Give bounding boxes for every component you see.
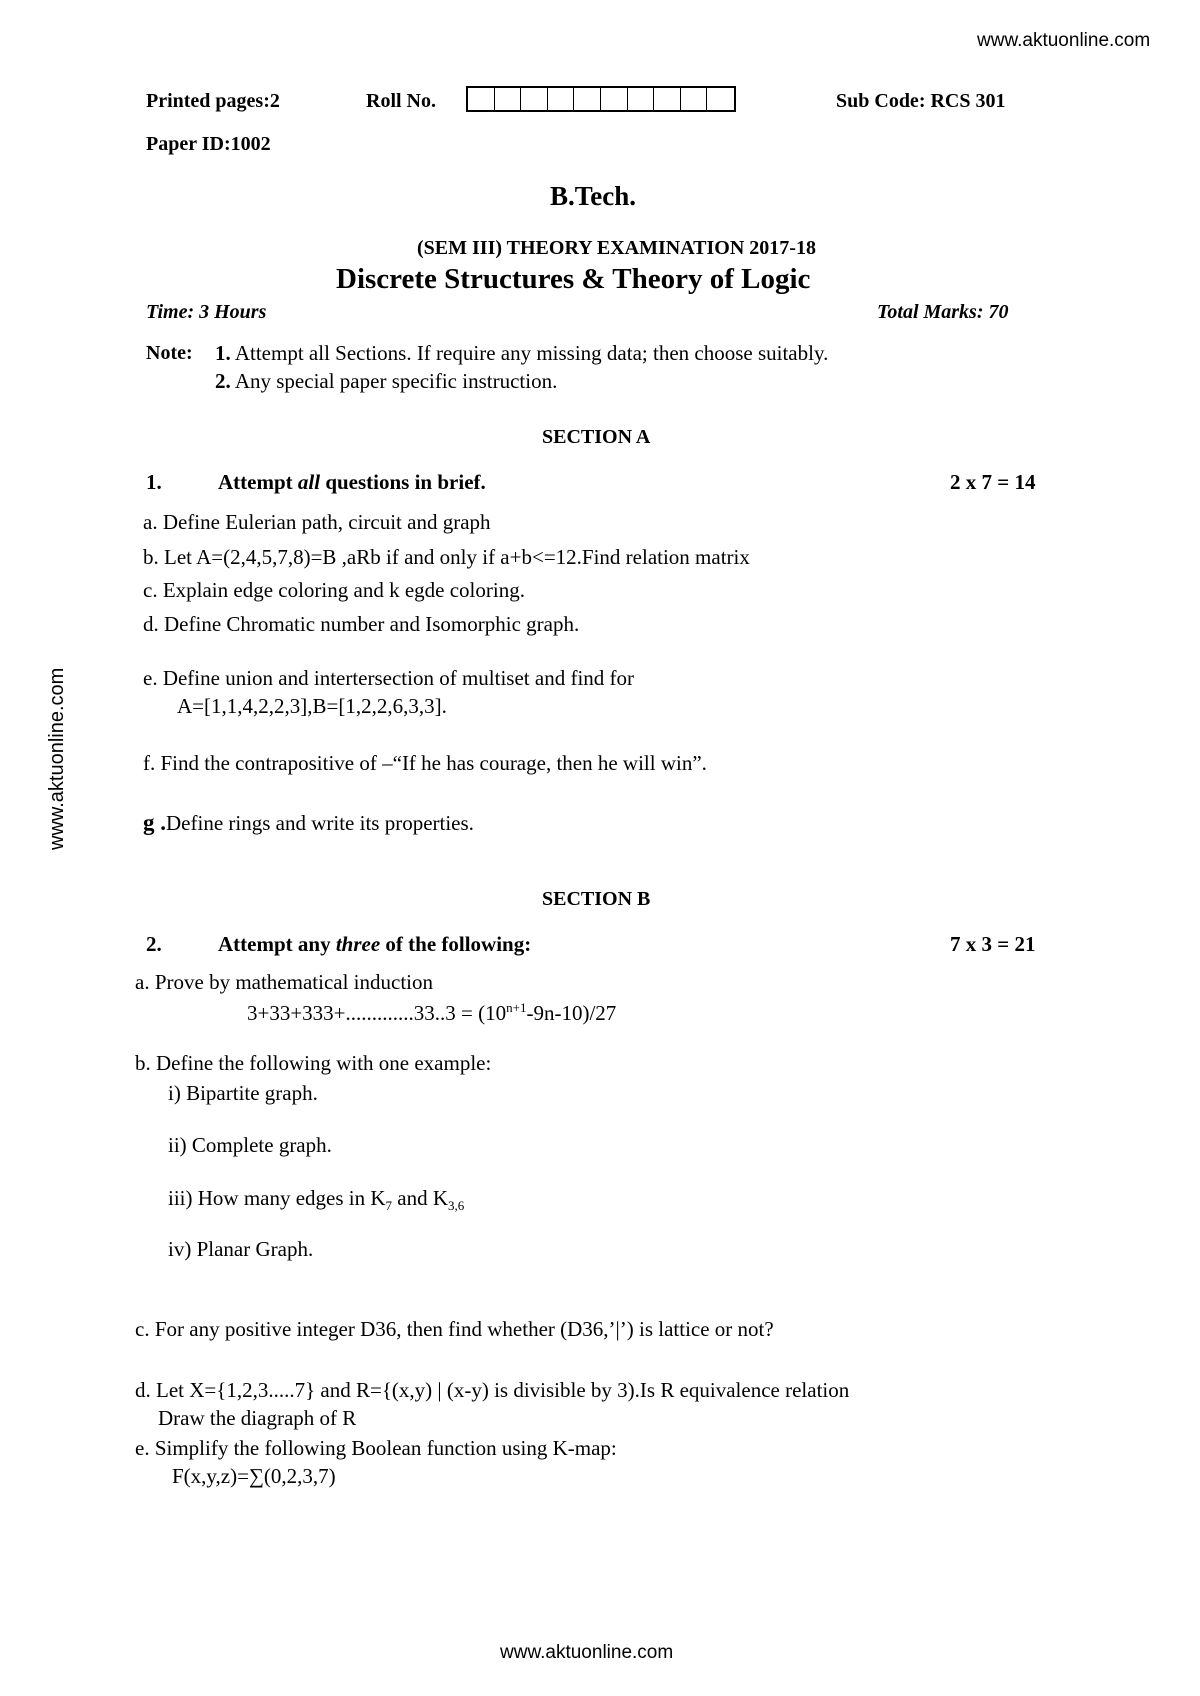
- note-item-1-num: 1.: [215, 341, 231, 365]
- q2-a-formula: [247, 1000, 616, 1026]
- question-1-number: 1.: [146, 470, 162, 494]
- q2-b-iii-pre: iii) How many edges in K: [168, 1186, 386, 1210]
- question-2-marks: 7 x 3 = 21: [950, 932, 1036, 956]
- q2-d-line2: Draw the diagraph of R: [158, 1406, 357, 1430]
- sub-code: Sub Code: RCS 301: [836, 90, 1006, 112]
- q2-c: c. For any positive integer D36, then find whether (D36,’|’) is lattice or not?: [135, 1317, 774, 1341]
- q2-b-iv: iv) Planar Graph.: [168, 1237, 314, 1261]
- q2-instr-post: of the following:: [380, 932, 532, 956]
- note-item-1-text: Attempt all Sections. If require any missing data; then choose suitably.: [230, 341, 829, 365]
- q2-a-formula-sup: n+1: [506, 1000, 527, 1015]
- question-1-instruction: [218, 470, 486, 495]
- note-item-1: [215, 341, 828, 366]
- section-a-heading: SECTION A: [542, 426, 651, 448]
- q1-g-label: g .: [143, 810, 166, 835]
- roll-no-cell[interactable]: [521, 88, 548, 110]
- roll-no-cell[interactable]: [654, 88, 681, 110]
- q2-a-line1: a. Prove by mathematical induction: [135, 970, 433, 994]
- watermark-top: www.aktuonline.com: [977, 30, 1151, 51]
- q1-b: b. Let A=(2,4,5,7,8)=B ,aRb if and only if a+b<=12.Find relation matrix: [143, 545, 750, 569]
- time-allowed: Time: 3 Hours: [146, 301, 267, 323]
- paper-id: Paper ID:1002: [146, 133, 271, 155]
- q2-a-formula-post: -9n-10)/27: [526, 1001, 617, 1025]
- note-item-2-num: 2.: [215, 369, 231, 393]
- q1-f: f. Find the contrapositive of –“If he has courage, then he will win”.: [143, 751, 707, 775]
- roll-no-cell[interactable]: [574, 88, 601, 110]
- note-item-2-text: Any special paper specific instruction.: [230, 369, 558, 393]
- question-2-number: 2.: [146, 932, 162, 956]
- q2-b-i: i) Bipartite graph.: [168, 1081, 318, 1105]
- watermark-bottom: www.aktuonline.com: [500, 1642, 674, 1663]
- section-b-heading: SECTION B: [542, 888, 651, 910]
- q1-g-text: Define rings and write its properties.: [166, 811, 474, 835]
- q1-instr-pre: Attempt: [218, 470, 298, 494]
- watermark-side: www.aktuonline.com: [46, 667, 68, 850]
- q2-b-line1: b. Define the following with one example:: [135, 1051, 492, 1075]
- q2-instr-pre: Attempt any: [218, 932, 336, 956]
- question-1-marks: 2 x 7 = 14: [950, 470, 1036, 494]
- q2-b-ii: ii) Complete graph.: [168, 1133, 332, 1157]
- q2-b-iii: [168, 1186, 464, 1214]
- q1-instr-post: questions in brief.: [320, 470, 486, 494]
- degree-title: B.Tech.: [550, 181, 637, 211]
- q2-d-line1: d. Let X={1,2,3.....7} and R={(x,y) | (x-y) is divisible by 3).Is R equivalence relation: [135, 1378, 850, 1402]
- exam-title: (SEM III) THEORY EXAMINATION 2017-18: [417, 237, 816, 259]
- roll-no-cell[interactable]: [548, 88, 575, 110]
- q2-a-formula-pre: 3+33+333+.............33..3 = (10: [247, 1001, 507, 1025]
- printed-pages: Printed pages:2: [146, 90, 280, 112]
- q2-b-iii-sub2: 3,6: [448, 1198, 465, 1214]
- roll-no-cell[interactable]: [601, 88, 628, 110]
- q1-c: c. Explain edge coloring and k egde coloring.: [143, 578, 525, 602]
- q1-d: d. Define Chromatic number and Isomorphic graph.: [143, 612, 580, 636]
- q1-e-line1: e. Define union and intertersection of multiset and find for: [143, 666, 635, 690]
- roll-no-cell[interactable]: [628, 88, 655, 110]
- subject-title: Discrete Structures & Theory of Logic: [336, 263, 811, 295]
- roll-no-boxes[interactable]: [466, 86, 736, 112]
- roll-no-cell[interactable]: [707, 88, 734, 110]
- q1-g: [143, 810, 474, 836]
- q1-e-line2: A=[1,1,4,2,2,3],B=[1,2,2,6,3,3].: [177, 694, 447, 718]
- q1-instr-em: all: [297, 470, 321, 494]
- q2-b-iii-sub1: 7: [385, 1198, 393, 1214]
- roll-no-cell[interactable]: [681, 88, 708, 110]
- q2-e-line1: e. Simplify the following Boolean function using K-map:: [135, 1436, 617, 1460]
- q2-b-iii-mid: and K: [392, 1186, 449, 1210]
- roll-no-cell[interactable]: [468, 88, 495, 110]
- roll-no-cell[interactable]: [495, 88, 522, 110]
- note-label: Note:: [146, 342, 193, 364]
- question-2-instruction: [218, 932, 531, 957]
- q2-e-line2: F(x,y,z)=∑(0,2,3,7): [172, 1464, 336, 1488]
- note-item-2: [215, 369, 557, 394]
- roll-no-label: Roll No.: [366, 90, 436, 112]
- q1-a: a. Define Eulerian path, circuit and graph: [143, 510, 491, 534]
- q2-instr-em: three: [335, 932, 381, 956]
- total-marks: Total Marks: 70: [877, 301, 1009, 323]
